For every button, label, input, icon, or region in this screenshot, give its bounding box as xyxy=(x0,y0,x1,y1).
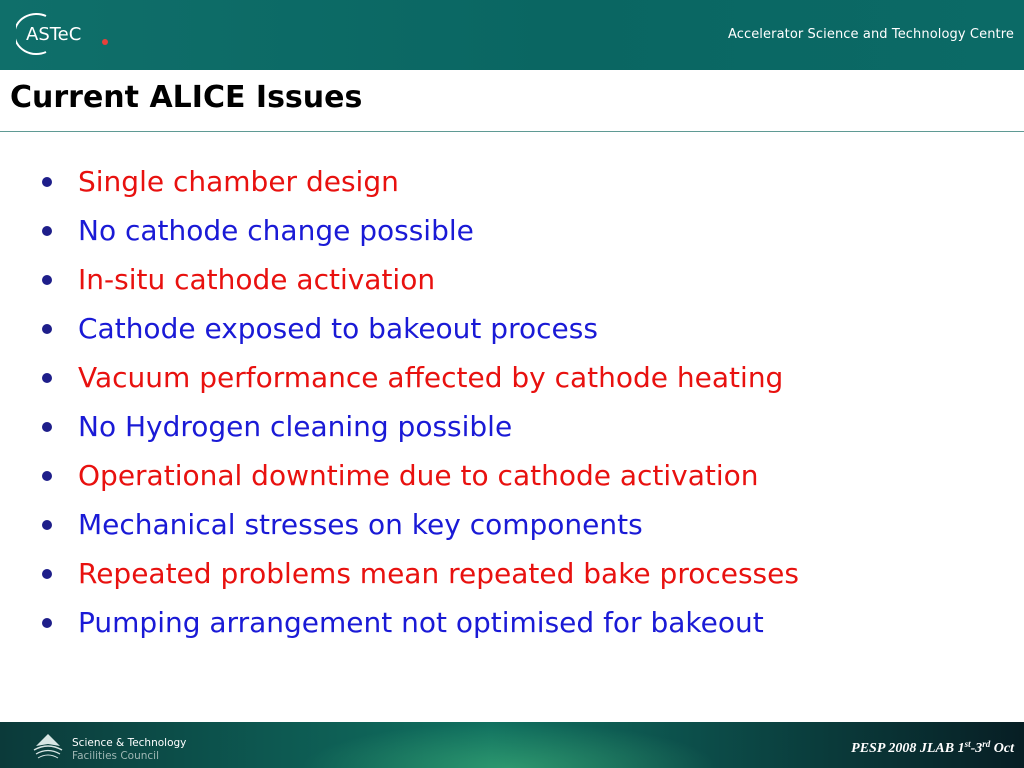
bullet-text: Single chamber design xyxy=(78,165,399,198)
bullet-text: Repeated problems mean repeated bake processes xyxy=(78,557,799,590)
slide-title: Current ALICE Issues xyxy=(10,80,363,115)
bullet-item xyxy=(40,353,799,402)
bullet-item xyxy=(40,451,799,500)
header-bar xyxy=(0,0,1024,70)
stfc-logo-icon xyxy=(30,732,66,762)
council-name-line2: Facilities Council xyxy=(72,750,160,762)
conference-sup-st: st xyxy=(964,739,971,749)
bullet-list xyxy=(40,157,799,647)
org-name: Accelerator Science and Technology Centre xyxy=(727,27,1014,42)
conference-sup-rd: rd xyxy=(982,739,991,749)
bullet-item xyxy=(40,206,799,255)
bullet-dot-icon xyxy=(42,275,52,285)
bullet-dot-icon xyxy=(42,618,52,628)
bullet-text: Operational downtime due to cathode activation xyxy=(78,459,759,492)
bullet-text: In-situ cathode activation xyxy=(78,263,436,296)
bullet-text: Vacuum performance affected by cathode heating xyxy=(78,361,784,394)
bullet-dot-icon xyxy=(42,324,52,334)
astec-logo xyxy=(16,10,116,58)
bullet-item xyxy=(40,304,799,353)
bullet-dot-icon xyxy=(42,226,52,236)
bullet-item xyxy=(40,598,799,647)
bullet-text: Pumping arrangement not optimised for bakeout xyxy=(78,606,764,639)
logo-dot xyxy=(102,39,108,45)
bullet-item xyxy=(40,402,799,451)
bullet-text: No Hydrogen cleaning possible xyxy=(78,410,513,443)
bullet-text: Cathode exposed to bakeout process xyxy=(78,312,598,345)
bullet-dot-icon xyxy=(42,471,52,481)
conference-end: Oct xyxy=(990,741,1014,756)
bullet-item xyxy=(40,157,799,206)
conference-main: PESP 2008 JLAB 1 xyxy=(851,741,965,756)
title-divider xyxy=(0,131,1024,132)
conference-label xyxy=(851,739,1014,757)
bullet-dot-icon xyxy=(42,520,52,530)
bullet-dot-icon xyxy=(42,177,52,187)
council-name-line1: Science & Technology xyxy=(72,737,187,749)
conference-mid: -3 xyxy=(970,741,983,756)
bullet-item xyxy=(40,255,799,304)
bullet-item xyxy=(40,549,799,598)
bullet-dot-icon xyxy=(42,569,52,579)
astec-logo-text: ASTeC xyxy=(26,24,82,45)
bullet-dot-icon xyxy=(42,373,52,383)
bullet-text: No cathode change possible xyxy=(78,214,474,247)
bullet-text: Mechanical stresses on key components xyxy=(78,508,643,541)
bullet-dot-icon xyxy=(42,422,52,432)
footer-glow xyxy=(300,722,720,768)
footer-bar xyxy=(0,722,1024,768)
bullet-item xyxy=(40,500,799,549)
